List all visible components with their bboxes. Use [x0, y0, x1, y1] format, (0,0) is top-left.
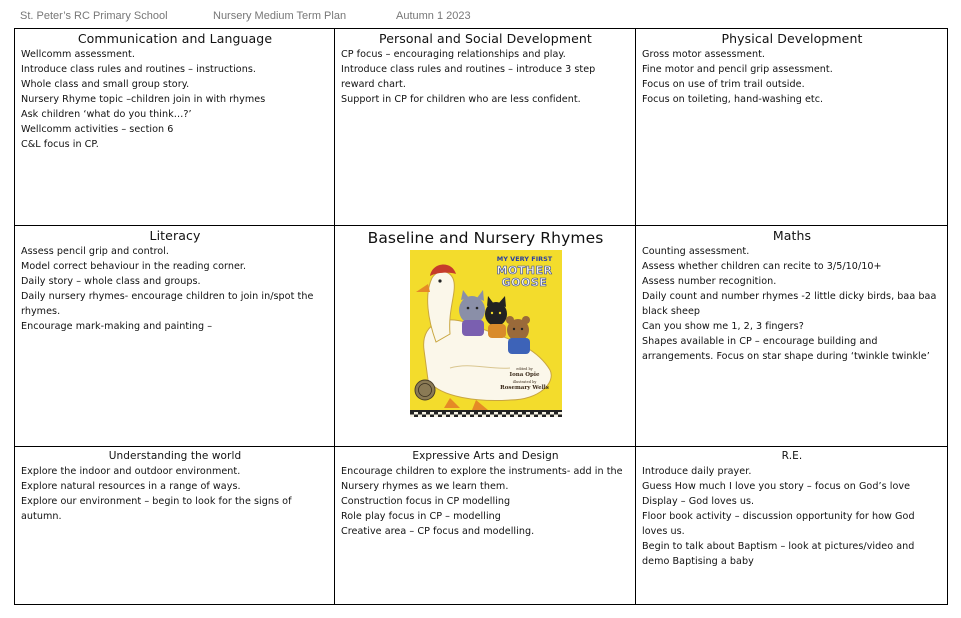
school-name: St. Peter’s RC Primary School [20, 10, 168, 22]
list-item: loves us. [642, 526, 685, 537]
list-item: Fine motor and pencil grip assessment. [642, 64, 833, 75]
cover-title-line2: MOTHER GOOSE [496, 264, 553, 289]
cover-illustrator: Rosemary Wells [500, 385, 549, 391]
list-item: Focus on use of trim trail outside. [642, 79, 805, 90]
list-item: Floor book activity – discussion opportunity for how God [642, 511, 915, 522]
list-item: Display – God loves us. [642, 496, 755, 507]
physical-title: Physical Development [721, 31, 863, 46]
list-item: Daily nursery rhymes- encourage children to join in/spot the [21, 291, 314, 302]
list-item: Whole class and small group story. [21, 79, 190, 90]
list-item: Guess How much I love you story – focus on God’s love [642, 481, 911, 492]
list-item: Ask children ‘what do you think…?’ [21, 109, 192, 120]
list-item: Daily story – whole class and groups. [21, 276, 201, 287]
cover-author: Iona Opie [509, 372, 540, 378]
book-cover-image [410, 250, 562, 417]
literacy-title: Literacy [149, 228, 201, 243]
maths-cell [636, 226, 948, 447]
list-item: Wellcomm activities – section 6 [21, 124, 174, 135]
re-list [642, 464, 942, 569]
list-item: Shapes available in CP – encourage building and [642, 336, 878, 347]
cover-edited-by: edited by [516, 367, 533, 371]
list-item: Model correct behaviour in the reading corner. [21, 261, 247, 272]
list-item: Explore the indoor and outdoor environment. [21, 466, 241, 477]
re-cell [636, 447, 948, 605]
list-item: Introduce daily prayer. [642, 466, 752, 477]
list-item: Support in CP for children who are less confident. [341, 94, 581, 105]
list-item: demo Baptising a baby [642, 556, 754, 567]
cover-illustrated-by: illustrated by [512, 380, 537, 384]
literacy-list [21, 244, 329, 334]
list-item: CP focus – encouraging relationships and play. [341, 49, 566, 60]
literacy-cell [15, 226, 335, 447]
list-item: arrangements. Focus on star shape during ‘twinkle twinkle’ [642, 351, 930, 362]
list-item: Counting assessment. [642, 246, 750, 257]
communication-list [21, 47, 329, 152]
list-item: Explore natural resources in a range of ways. [21, 481, 241, 492]
personal-title: Personal and Social Development [379, 31, 592, 46]
list-item: Assess whether children can recite to 3/5/10/10+ [642, 261, 882, 272]
list-item: C&L focus in CP. [21, 139, 99, 150]
communication-title: Communication and Language [77, 31, 273, 46]
list-item: Gross motor assessment. [642, 49, 765, 60]
term-label: Autumn 1 2023 [396, 10, 471, 22]
list-item: Construction focus in CP modelling [341, 496, 511, 507]
physical-cell [636, 29, 948, 226]
personal-cell [335, 29, 636, 226]
communication-cell [15, 29, 335, 226]
list-item: Assess pencil grip and control. [21, 246, 170, 257]
list-item: Daily count and number rhymes -2 little dicky birds, baa baa [642, 291, 937, 302]
list-item: Begin to talk about Baptism – look at pictures/video and [642, 541, 915, 552]
list-item: rhymes. [21, 306, 61, 317]
list-item: reward chart. [341, 79, 406, 90]
list-item: Encourage mark-making and painting – [21, 321, 213, 332]
list-item: autumn. [21, 511, 62, 522]
term-plan-table [14, 28, 948, 605]
list-item: Assess number recognition. [642, 276, 777, 287]
personal-list [341, 47, 630, 107]
plan-title: Nursery Medium Term Plan [213, 10, 347, 22]
list-item: Creative area – CP focus and modelling. [341, 526, 535, 537]
physical-list [642, 47, 942, 107]
list-item: Focus on toileting, hand-washing etc. [642, 94, 824, 105]
re-title: R.E. [781, 450, 803, 462]
arts-title: Expressive Arts and Design [412, 450, 559, 462]
list-item: Wellcomm assessment. [21, 49, 135, 60]
world-list [21, 464, 329, 524]
center-title: Baseline and Nursery Rhymes [367, 229, 604, 247]
list-item: Introduce class rules and routines – instructions. [21, 64, 256, 75]
world-title: Understanding the world [108, 450, 242, 462]
arts-list [341, 464, 630, 539]
list-item: Encourage children to explore the instruments- add in the [341, 466, 623, 477]
list-item: Role play focus in CP – modelling [341, 511, 501, 522]
maths-title: Maths [772, 228, 812, 243]
list-item: Introduce class rules and routines – introduce 3 step [341, 64, 596, 75]
maths-list [642, 244, 942, 364]
list-item: Nursery rhymes as we learn them. [341, 481, 509, 492]
arts-cell [335, 447, 636, 605]
list-item: Can you show me 1, 2, 3 fingers? [642, 321, 804, 332]
list-item: black sheep [642, 306, 701, 317]
list-item: Nursery Rhyme topic –children join in with rhymes [21, 94, 266, 105]
list-item: Explore our environment – begin to look for the signs of [21, 496, 292, 507]
center-cell [335, 226, 636, 447]
world-cell [15, 447, 335, 605]
cover-title-line1: MY VERY FIRST [496, 255, 553, 263]
